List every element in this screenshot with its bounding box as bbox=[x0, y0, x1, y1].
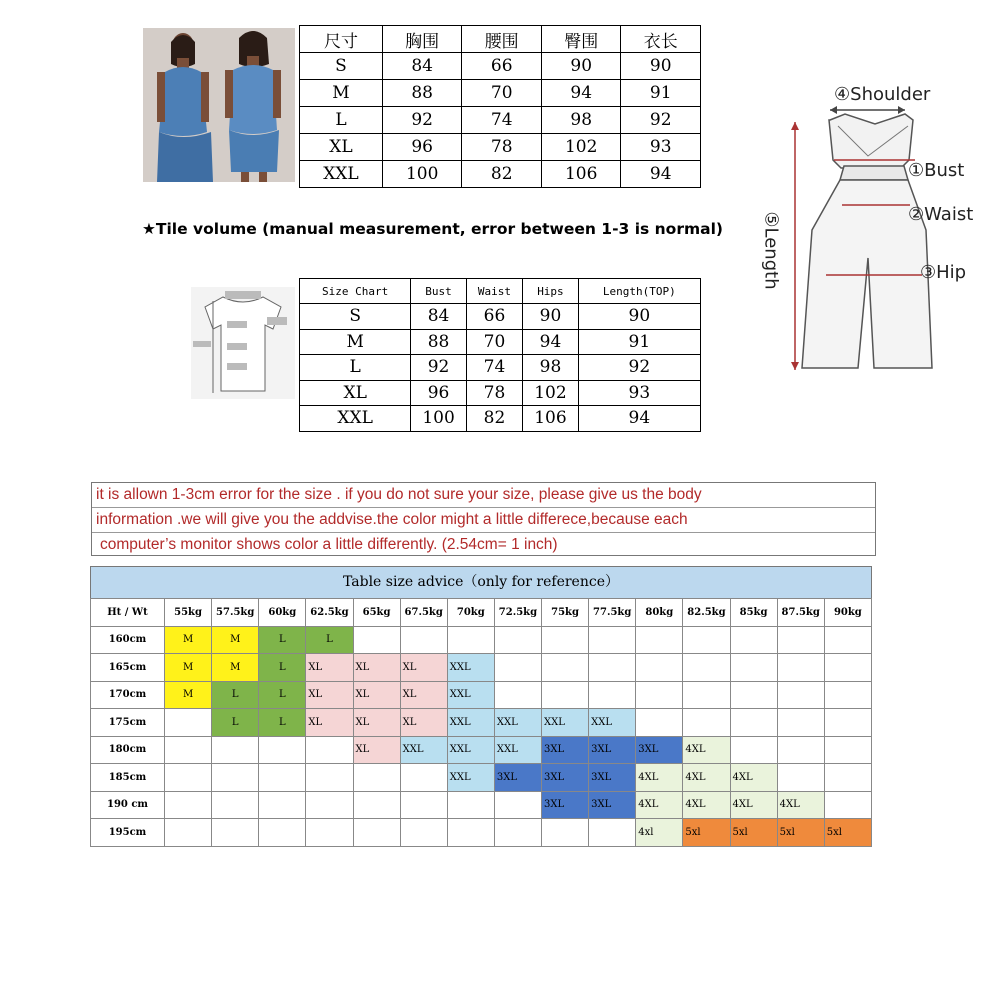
height-header-cell: 185cm bbox=[91, 764, 165, 792]
weight-header-cell: 80kg bbox=[636, 599, 683, 627]
table-row bbox=[300, 161, 701, 188]
table-row bbox=[91, 819, 872, 847]
chinese-size-table bbox=[299, 25, 701, 188]
size-advice-cell: XXL bbox=[400, 736, 447, 764]
table-row bbox=[300, 380, 701, 406]
table-cell: M bbox=[300, 329, 411, 355]
weight-header-cell: 57.5kg bbox=[212, 599, 259, 627]
size-advice-cell: M bbox=[165, 654, 212, 682]
table-cell: 82 bbox=[462, 161, 542, 188]
size-advice-cell bbox=[542, 626, 589, 654]
size-advice-cell bbox=[494, 626, 541, 654]
size-advice-cell: 3XL bbox=[589, 764, 636, 792]
size-advice-cell: XXL bbox=[494, 709, 541, 737]
waist-label: ②Waist bbox=[908, 204, 974, 225]
hip-label: ③Hip bbox=[920, 262, 967, 283]
english-size-table bbox=[299, 278, 701, 432]
table-cell: 78 bbox=[466, 380, 523, 406]
size-advice-cell: 4XL bbox=[777, 791, 824, 819]
size-advice-cell: XL bbox=[306, 681, 353, 709]
table-header-cell: 腰围 bbox=[462, 26, 542, 53]
table-row bbox=[91, 681, 872, 709]
size-advice-cell bbox=[777, 681, 824, 709]
height-header-cell: 180cm bbox=[91, 736, 165, 764]
size-advice-cell bbox=[494, 681, 541, 709]
table-row bbox=[91, 626, 872, 654]
denim-dress-models-image bbox=[143, 28, 295, 182]
table-row bbox=[300, 134, 701, 161]
table-row bbox=[91, 791, 872, 819]
table-cell: 96 bbox=[411, 380, 466, 406]
table-cell: 102 bbox=[541, 134, 621, 161]
size-advice-cell bbox=[306, 791, 353, 819]
size-advice-cell bbox=[542, 819, 589, 847]
size-advice-cell: 5xl bbox=[730, 819, 777, 847]
size-advice-cell bbox=[683, 626, 730, 654]
tile-volume-note: ★Tile volume (manual measurement, error between 1-3 is normal) bbox=[142, 220, 723, 238]
size-advice-cell: L bbox=[259, 681, 306, 709]
size-advice-cell: 3XL bbox=[542, 764, 589, 792]
size-advice-cell: 4XL bbox=[683, 764, 730, 792]
size-advice-cell bbox=[730, 736, 777, 764]
size-advice-cell bbox=[824, 681, 871, 709]
table-cell: 106 bbox=[523, 406, 578, 432]
size-advice-table bbox=[90, 598, 872, 847]
table-header-cell: 衣长 bbox=[621, 26, 701, 53]
table-cell: 94 bbox=[578, 406, 700, 432]
size-advice-cell: XL bbox=[400, 681, 447, 709]
size-advice-cell bbox=[353, 764, 400, 792]
table-cell: 94 bbox=[541, 80, 621, 107]
size-advice-cell bbox=[400, 819, 447, 847]
weight-header-cell: 72.5kg bbox=[494, 599, 541, 627]
size-advice-cell: 3XL bbox=[589, 736, 636, 764]
size-advice-cell bbox=[589, 681, 636, 709]
size-error-notice bbox=[91, 482, 876, 556]
size-advice-cell: XXL bbox=[542, 709, 589, 737]
table-cell: 74 bbox=[462, 107, 542, 134]
size-advice-cell bbox=[165, 736, 212, 764]
size-advice-cell bbox=[589, 626, 636, 654]
table-row bbox=[91, 764, 872, 792]
size-advice-cell: 4XL bbox=[636, 791, 683, 819]
weight-header-cell: 85kg bbox=[730, 599, 777, 627]
size-advice-cell bbox=[165, 791, 212, 819]
dress-outline-icon bbox=[191, 287, 295, 399]
size-advice-cell: 3XL bbox=[542, 736, 589, 764]
size-advice-cell bbox=[636, 681, 683, 709]
size-advice-cell bbox=[683, 709, 730, 737]
jumpsuit-measurement-diagram bbox=[760, 80, 1000, 380]
table-cell: 100 bbox=[411, 406, 466, 432]
table-header-cell: 臀围 bbox=[541, 26, 621, 53]
table-row bbox=[91, 709, 872, 737]
size-advice-cell: XXL bbox=[447, 654, 494, 682]
table-cell: XXL bbox=[300, 161, 383, 188]
size-advice-cell bbox=[730, 709, 777, 737]
height-header-cell: 175cm bbox=[91, 709, 165, 737]
table-cell: 96 bbox=[382, 134, 462, 161]
size-advice-cell bbox=[494, 819, 541, 847]
table-cell: 91 bbox=[621, 80, 701, 107]
notice-line: it is allown 1-3cm error for the size . if you do not sure your size, please give us the body bbox=[92, 483, 875, 508]
table-cell: 84 bbox=[382, 53, 462, 80]
size-advice-cell bbox=[212, 764, 259, 792]
height-header-cell: 170cm bbox=[91, 681, 165, 709]
notice-line: computer’s monitor shows color a little differently. (2.54cm= 1 inch) bbox=[100, 536, 558, 553]
weight-header-cell: 75kg bbox=[542, 599, 589, 627]
size-advice-cell bbox=[730, 681, 777, 709]
size-advice-cell: XXL bbox=[447, 681, 494, 709]
table-cell: 66 bbox=[462, 53, 542, 80]
size-advice-cell: XL bbox=[353, 736, 400, 764]
table-header-cell: Size Chart bbox=[300, 279, 411, 304]
height-header-cell: 195cm bbox=[91, 819, 165, 847]
size-advice-cell bbox=[447, 819, 494, 847]
table-cell: 93 bbox=[621, 134, 701, 161]
table-cell: 66 bbox=[466, 304, 523, 330]
size-advice-cell bbox=[777, 654, 824, 682]
size-advice-cell bbox=[259, 819, 306, 847]
size-advice-cell bbox=[259, 764, 306, 792]
table-cell: S bbox=[300, 304, 411, 330]
size-advice-cell bbox=[259, 736, 306, 764]
size-advice-cell bbox=[306, 819, 353, 847]
weight-header-cell: 65kg bbox=[353, 599, 400, 627]
size-advice-cell bbox=[589, 819, 636, 847]
table-cell: 90 bbox=[523, 304, 578, 330]
weight-header-cell: 70kg bbox=[447, 599, 494, 627]
size-advice-cell bbox=[447, 791, 494, 819]
size-advice-cell: XL bbox=[400, 709, 447, 737]
table-cell: 84 bbox=[411, 304, 466, 330]
size-advice-cell bbox=[589, 654, 636, 682]
table-header-row bbox=[300, 279, 701, 304]
size-advice-cell: XXL bbox=[447, 736, 494, 764]
table-cell: 88 bbox=[411, 329, 466, 355]
size-advice-cell: 3XL bbox=[589, 791, 636, 819]
table-cell: 82 bbox=[466, 406, 523, 432]
size-advice-cell bbox=[353, 626, 400, 654]
table-cell: 90 bbox=[541, 53, 621, 80]
jumpsuit-outline-icon bbox=[760, 80, 1000, 380]
size-advice-cell bbox=[824, 709, 871, 737]
size-advice-cell: 4XL bbox=[636, 764, 683, 792]
table-cell: 91 bbox=[578, 329, 700, 355]
size-advice-cell: M bbox=[212, 626, 259, 654]
size-advice-cell bbox=[683, 654, 730, 682]
size-advice-cell: M bbox=[165, 626, 212, 654]
size-advice-cell bbox=[824, 791, 871, 819]
size-advice-cell: 3XL bbox=[494, 764, 541, 792]
table-row bbox=[300, 80, 701, 107]
size-advice-cell bbox=[636, 654, 683, 682]
table-cell: L bbox=[300, 355, 411, 381]
size-advice-cell bbox=[494, 654, 541, 682]
dress-measurement-thumbnail bbox=[191, 287, 295, 399]
length-label: ⑤Length bbox=[760, 211, 782, 290]
size-advice-cell bbox=[400, 791, 447, 819]
table-header-cell: Hips bbox=[523, 279, 578, 304]
shoulder-label: ④Shoulder bbox=[834, 84, 931, 105]
table-header-cell: Length(TOP) bbox=[578, 279, 700, 304]
table-cell: 92 bbox=[578, 355, 700, 381]
size-advice-cell bbox=[636, 626, 683, 654]
size-advice-cell bbox=[542, 654, 589, 682]
size-advice-cell: M bbox=[212, 654, 259, 682]
size-advice-cell: XXL bbox=[589, 709, 636, 737]
size-advice-cell: 4xl bbox=[636, 819, 683, 847]
table-header-cell: 胸围 bbox=[382, 26, 462, 53]
weight-header-cell: 82.5kg bbox=[683, 599, 730, 627]
size-advice-cell: XL bbox=[353, 709, 400, 737]
table-cell: S bbox=[300, 53, 383, 80]
table-cell: 106 bbox=[541, 161, 621, 188]
table-row bbox=[91, 736, 872, 764]
size-advice-cell: XXL bbox=[494, 736, 541, 764]
size-advice-cell bbox=[824, 736, 871, 764]
size-advice-cell bbox=[494, 791, 541, 819]
table-cell: 102 bbox=[523, 380, 578, 406]
size-advice-cell: XL bbox=[353, 681, 400, 709]
table-cell: 70 bbox=[462, 80, 542, 107]
size-advice-cell bbox=[306, 736, 353, 764]
size-advice-cell: XL bbox=[306, 654, 353, 682]
size-advice-cell bbox=[730, 654, 777, 682]
size-advice-cell bbox=[212, 819, 259, 847]
table-cell: M bbox=[300, 80, 383, 107]
size-advice-cell: L bbox=[212, 681, 259, 709]
size-advice-cell bbox=[824, 626, 871, 654]
table-row bbox=[300, 53, 701, 80]
size-advice-cell bbox=[353, 819, 400, 847]
height-header-cell: 165cm bbox=[91, 654, 165, 682]
size-advice-cell bbox=[730, 626, 777, 654]
table-cell: XXL bbox=[300, 406, 411, 432]
size-advice-cell: XL bbox=[353, 654, 400, 682]
table-header-cell: 尺寸 bbox=[300, 26, 383, 53]
size-advice-cell bbox=[777, 626, 824, 654]
table-cell: 94 bbox=[621, 161, 701, 188]
table-header-cell: Bust bbox=[411, 279, 466, 304]
table-cell: 92 bbox=[382, 107, 462, 134]
table-cell: 78 bbox=[462, 134, 542, 161]
table-cell: L bbox=[300, 107, 383, 134]
size-advice-cell bbox=[400, 626, 447, 654]
table-row bbox=[300, 355, 701, 381]
size-advice-title: Table size advice（only for reference） bbox=[90, 566, 872, 599]
size-advice-cell: 5xl bbox=[824, 819, 871, 847]
table-cell: 92 bbox=[411, 355, 466, 381]
weight-header-cell: 55kg bbox=[165, 599, 212, 627]
product-photo bbox=[143, 28, 295, 182]
table-cell: XL bbox=[300, 380, 411, 406]
notice-line: information .we will give you the addvise.the color might a little differece,because each bbox=[92, 508, 875, 533]
size-advice-cell bbox=[777, 709, 824, 737]
size-advice-cell: 5xl bbox=[777, 819, 824, 847]
size-advice-cell: XXL bbox=[447, 709, 494, 737]
size-advice-cell bbox=[212, 736, 259, 764]
size-advice-cell: M bbox=[165, 681, 212, 709]
table-row bbox=[300, 107, 701, 134]
table-header-cell: Waist bbox=[466, 279, 523, 304]
size-advice-cell bbox=[165, 709, 212, 737]
size-advice-cell: 4XL bbox=[730, 791, 777, 819]
size-advice-cell bbox=[542, 681, 589, 709]
table-row bbox=[300, 406, 701, 432]
weight-header-cell: 67.5kg bbox=[400, 599, 447, 627]
size-advice-cell bbox=[353, 791, 400, 819]
table-cell: 94 bbox=[523, 329, 578, 355]
table-cell: 70 bbox=[466, 329, 523, 355]
size-advice-cell bbox=[777, 764, 824, 792]
size-advice-cell bbox=[447, 626, 494, 654]
size-advice-cell bbox=[306, 764, 353, 792]
size-advice-cell bbox=[683, 681, 730, 709]
height-header-cell: 160cm bbox=[91, 626, 165, 654]
size-advice-cell bbox=[165, 764, 212, 792]
table-cell: 88 bbox=[382, 80, 462, 107]
weight-header-cell: 62.5kg bbox=[306, 599, 353, 627]
table-cell: 93 bbox=[578, 380, 700, 406]
size-advice-cell: L bbox=[259, 626, 306, 654]
table-cell: 100 bbox=[382, 161, 462, 188]
size-advice-cell bbox=[636, 709, 683, 737]
height-header-cell: 190 cm bbox=[91, 791, 165, 819]
size-advice-cell: L bbox=[259, 709, 306, 737]
table-header-row bbox=[300, 26, 701, 53]
size-advice-cell: XL bbox=[306, 709, 353, 737]
size-advice-cell: 4XL bbox=[730, 764, 777, 792]
table-cell: 90 bbox=[578, 304, 700, 330]
size-advice-cell bbox=[824, 764, 871, 792]
table-row bbox=[91, 654, 872, 682]
weight-header-cell: 77.5kg bbox=[589, 599, 636, 627]
size-advice-cell: 3XL bbox=[542, 791, 589, 819]
size-advice-cell bbox=[259, 791, 306, 819]
table-row bbox=[300, 304, 701, 330]
size-advice-cell: 4XL bbox=[683, 736, 730, 764]
table-cell: 90 bbox=[621, 53, 701, 80]
size-advice-cell: 3XL bbox=[636, 736, 683, 764]
table-header-row bbox=[91, 599, 872, 627]
size-advice-cell: XXL bbox=[447, 764, 494, 792]
size-advice-cell: L bbox=[212, 709, 259, 737]
size-advice-cell: XL bbox=[400, 654, 447, 682]
bust-label: ①Bust bbox=[908, 160, 965, 181]
weight-header-cell: 60kg bbox=[259, 599, 306, 627]
table-cell: 74 bbox=[466, 355, 523, 381]
size-advice-cell bbox=[400, 764, 447, 792]
size-advice-cell: 5xl bbox=[683, 819, 730, 847]
corner-header-cell: Ht / Wt bbox=[91, 599, 165, 627]
size-advice-cell: L bbox=[259, 654, 306, 682]
size-advice-cell bbox=[212, 791, 259, 819]
size-advice-cell: L bbox=[306, 626, 353, 654]
table-cell: 98 bbox=[541, 107, 621, 134]
size-advice-cell bbox=[777, 736, 824, 764]
weight-header-cell: 90kg bbox=[824, 599, 871, 627]
size-advice-cell: 4XL bbox=[683, 791, 730, 819]
table-cell: XL bbox=[300, 134, 383, 161]
size-advice-cell bbox=[824, 654, 871, 682]
size-advice-cell bbox=[165, 819, 212, 847]
table-row bbox=[300, 329, 701, 355]
table-cell: 92 bbox=[621, 107, 701, 134]
table-cell: 98 bbox=[523, 355, 578, 381]
weight-header-cell: 87.5kg bbox=[777, 599, 824, 627]
